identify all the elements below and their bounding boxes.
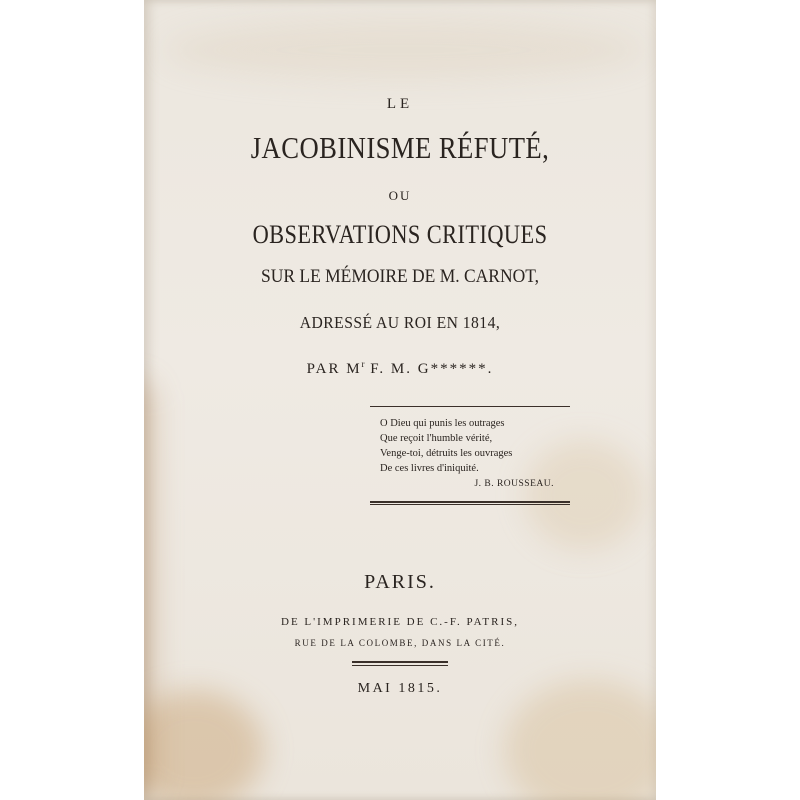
main-title: JACOBINISME RÉFUTÉ, bbox=[250, 130, 550, 165]
imprint-city: PARIS. bbox=[364, 571, 436, 593]
epigraph-attribution: J. B. ROUSSEAU. bbox=[474, 479, 554, 489]
epigraph-rule-bottom bbox=[370, 501, 570, 503]
epigraph-line: O Dieu qui punis les outrages bbox=[380, 418, 505, 429]
title-conjunction: OU bbox=[388, 188, 412, 203]
epigraph-rule-top bbox=[370, 406, 570, 407]
imprint-printer: DE L'IMPRIMERIE DE C.-F. PATRIS, bbox=[281, 616, 519, 628]
subtitle: OBSERVATIONS CRITIQUES bbox=[252, 220, 548, 249]
epigraph-line: Venge-toi, détruits les ouvrages bbox=[380, 448, 513, 459]
imprint-double-rule bbox=[352, 661, 448, 663]
paper-stain bbox=[524, 440, 644, 550]
paper-stain bbox=[164, 20, 644, 80]
title-article: LE bbox=[386, 96, 414, 112]
addressed-line: ADRESSÉ AU ROI EN 1814, bbox=[299, 313, 501, 332]
imprint-double-rule bbox=[352, 665, 448, 666]
subject-line: SUR LE MÉMOIRE DE M. CARNOT, bbox=[261, 266, 539, 287]
author-superscript: r bbox=[361, 359, 365, 369]
imprint-date: MAI 1815. bbox=[357, 681, 443, 696]
epigraph-line: De ces livres d'iniquité. bbox=[380, 463, 479, 474]
epigraph-rule-bottom bbox=[370, 504, 570, 505]
paper-stain bbox=[504, 680, 656, 800]
paper-stain bbox=[144, 690, 264, 800]
title-page bbox=[144, 0, 656, 800]
author-prefix: PAR M bbox=[306, 361, 362, 377]
epigraph-line: Que reçoit l'humble vérité, bbox=[380, 433, 493, 444]
author-line bbox=[144, 359, 656, 378]
author-name: F. M. G******. bbox=[370, 361, 494, 377]
imprint-address: RUE DE LA COLOMBE, DANS LA CITÉ. bbox=[294, 638, 506, 648]
